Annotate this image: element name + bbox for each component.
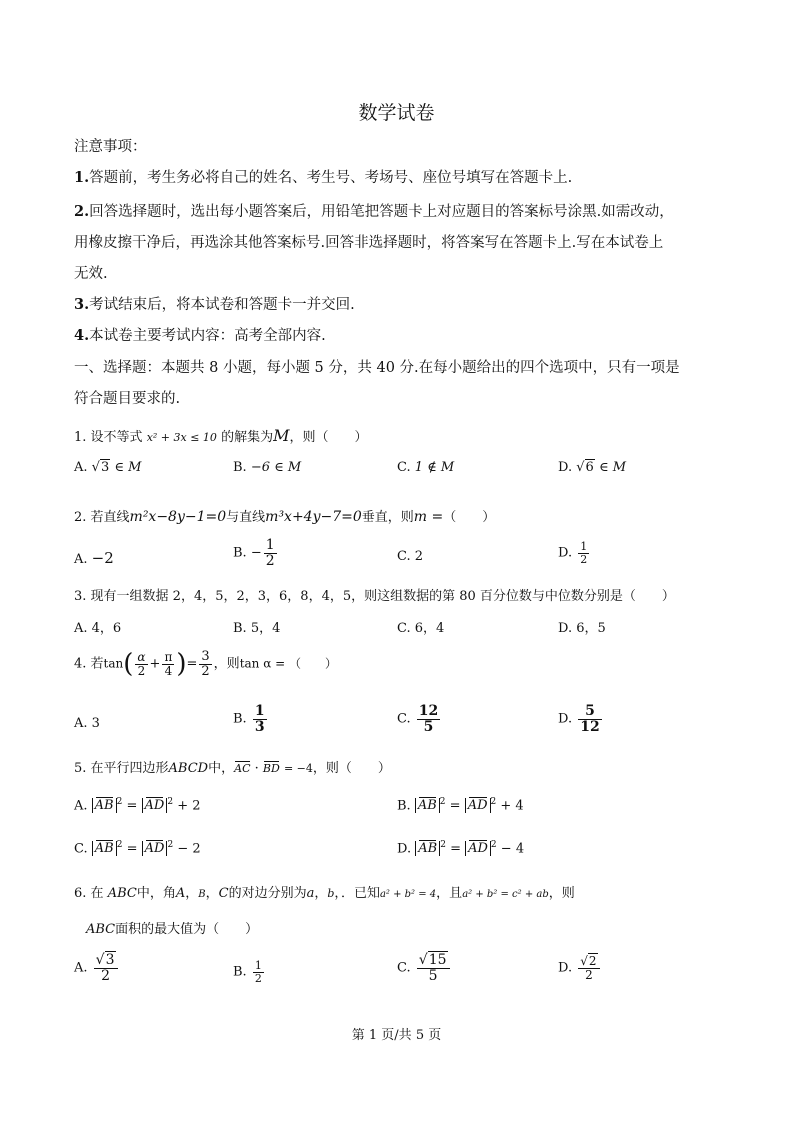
q3-option-c[interactable]: C. 6，4	[397, 621, 445, 636]
section-heading: 一、选择题：本题共 8 小题，每小题 5 分，共 40 分.在每小题给出的四个选项中，只有一项是	[74, 360, 680, 376]
question-2: 2. 若直线m²x−8y−1=0与直线m³x+4y−7=0垂直，则m =（ ）	[74, 509, 496, 525]
page-footer: 第 1 页/共 5 页	[351, 1028, 442, 1043]
notice-item-3: 3.考试结束后，将本试卷和答题卡一并交回.	[74, 296, 355, 313]
q3-option-b[interactable]: B. 5，4	[233, 621, 281, 636]
q6-option-a[interactable]: A. $\frac{√3}{2}$	[74, 953, 120, 983]
q2-option-c[interactable]: C. 2	[397, 549, 424, 564]
notice-item-1: 1.答题前，考生务必将自己的姓名、考生号、考场号、座位号填写在答题卡上.	[74, 169, 573, 186]
q1-option-a[interactable]: A. √3 ∈ M	[74, 460, 142, 475]
q2-option-b[interactable]: B. − $\frac{1}{2}$	[233, 537, 275, 569]
q6-option-c[interactable]: C. $\frac{√15}{5}$	[397, 953, 452, 983]
q4-option-c[interactable]: C. $\frac{12}{5}$	[397, 703, 439, 735]
q4-option-a[interactable]: A. 3	[74, 716, 100, 731]
question-3: 3. 现有一组数据 2，4，5，2，3，6，8，4，5，则这组数据的第 80 百分位数与中位数分别是（ ）	[74, 589, 675, 604]
question-1: 1. 设不等式 x² + 3x ≤ 10 的解集为M，则（ ）	[74, 426, 368, 445]
q5-option-a[interactable]: A. AB $^2$ = AD $^2$ + 2	[74, 797, 201, 814]
notice-item-2-cont: 用橡皮擦干净后，再选涂其他答案标号.回答非选择题时，将答案写在答题卡上.写在本试卷上	[74, 235, 664, 251]
notice-item-2-end: 无效.	[74, 266, 108, 282]
q5-option-d[interactable]: D. AB $^2$ = AD $^2$ − 4	[397, 840, 525, 857]
section-heading-cont: 符合题目要求的.	[74, 391, 181, 407]
page-title: 数学试卷	[358, 102, 435, 124]
q1-option-c[interactable]: C. 1 ∉ M	[397, 460, 455, 475]
q1-option-d[interactable]: D. √6 ∈ M	[558, 460, 627, 475]
question-6-cont: ABC面积的最大值为（ ）	[86, 922, 259, 937]
q2-option-a[interactable]: A. −2	[74, 549, 114, 567]
q1-option-b[interactable]: B. −6 ∈ M	[233, 460, 302, 475]
question-5: 5. 在平行四边形ABCD中，AC · BD = −4，则（ ）	[74, 761, 391, 776]
q5-option-c[interactable]: C. AB $^2$ = AD $^2$ − 2	[74, 840, 201, 857]
notice-heading: 注意事项：	[74, 139, 147, 155]
q3-option-a[interactable]: A. 4，6	[74, 621, 122, 636]
q6-option-b[interactable]: B. $\frac{1}{2}$	[233, 959, 262, 985]
q6-option-d[interactable]: D. $\frac{√2}{2}$	[558, 955, 602, 981]
q5-option-b[interactable]: B. AB $^2$ = AD $^2$ + 4	[397, 797, 524, 814]
q3-option-d[interactable]: D. 6，5	[558, 621, 606, 636]
q4-option-d[interactable]: D. $\frac{5}{12}$	[558, 703, 600, 735]
q2-option-d[interactable]: D. $\frac{1}{2}$	[558, 540, 588, 566]
notice-item-2: 2.回答选择题时，选出每小题答案后，用铅笔把答题卡上对应题目的答案标号涂黑.如需改动，	[74, 203, 674, 220]
question-4: 4. 若tan( $\frac{\alpha}{2}$ + $\frac{\pi}{4}$ )= $\frac{3}{2}$ ，则tan α = （ ）	[74, 648, 337, 679]
notice-item-4: 4.本试卷主要考试内容：高考全部内容.	[74, 327, 326, 344]
question-6: 6. 在 ABC中，角A，B，C的对边分别为a，b，．已知a² + b² = 4，且a² + b² = c² + ab，则	[74, 886, 575, 901]
q4-option-b[interactable]: B. $\frac{1}{3}$	[233, 703, 265, 735]
